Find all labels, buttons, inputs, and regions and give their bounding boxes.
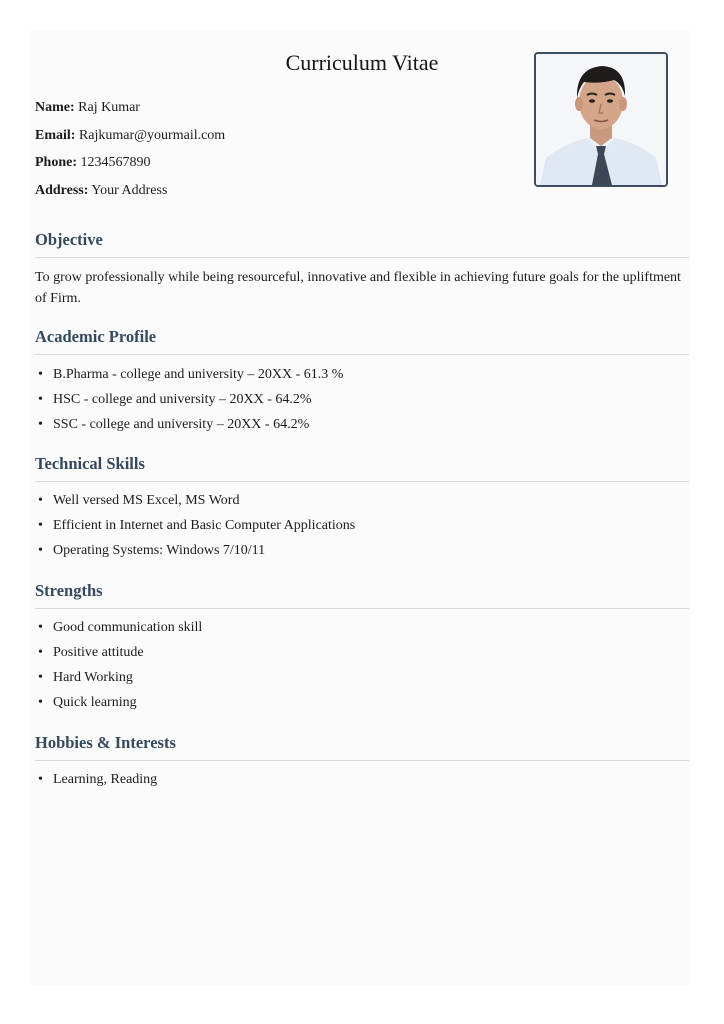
academic-divider	[35, 354, 689, 355]
email-value: Rajkumar@yourmail.com	[78, 128, 226, 143]
phone-value: 1234567890	[80, 155, 151, 170]
list-item: • SSC - college and university – 20XX - 64.2%	[38, 417, 310, 432]
list-item: • Learning, Reading	[38, 772, 158, 787]
name-label: Name:	[35, 100, 75, 115]
list-item: • Good communication skill	[38, 620, 203, 635]
hobbies-heading: Hobbies & Interests	[35, 733, 176, 752]
objective-heading: Objective	[35, 230, 103, 249]
list-item: • Efficient in Internet and Basic Computer Applications	[38, 518, 356, 533]
list-item: • Quick learning	[38, 695, 137, 710]
page-title: Curriculum Vitae	[285, 50, 439, 75]
strengths-divider	[35, 608, 689, 609]
academic-heading: Academic Profile	[35, 327, 157, 346]
profile-photo	[534, 52, 668, 187]
email-label: Email:	[35, 128, 76, 143]
name-value: Raj Kumar	[78, 100, 140, 115]
skills-heading: Technical Skills	[35, 454, 145, 473]
skills-divider	[35, 481, 689, 482]
objective-divider	[35, 257, 689, 258]
list-item: • HSC - college and university – 20XX - 64.2%	[38, 392, 312, 407]
address-line	[35, 182, 167, 200]
phone-line	[35, 154, 151, 172]
hobbies-list	[38, 771, 157, 796]
phone-label: Phone:	[35, 155, 77, 170]
academic-list	[38, 366, 343, 441]
list-item: • Well versed MS Excel, MS Word	[38, 493, 240, 508]
hobbies-divider	[35, 760, 689, 761]
name-line	[35, 99, 140, 117]
person-portrait-icon	[536, 54, 666, 185]
list-item: • Operating Systems: Windows 7/10/11	[38, 543, 266, 558]
address-label: Address:	[35, 183, 89, 198]
address-value: Your Address	[91, 183, 168, 198]
objective-text: To grow professionally while being resourceful, innovative and flexible in achieving future goals for the upliftment of Firm.	[35, 270, 681, 306]
skills-list	[38, 492, 355, 567]
strengths-list	[38, 619, 202, 719]
strengths-heading: Strengths	[35, 581, 103, 600]
list-item: • B.Pharma - college and university – 20XX - 61.3 %	[38, 367, 344, 382]
list-item: • Positive attitude	[38, 645, 144, 660]
email-line	[35, 127, 225, 145]
list-item: • Hard Working	[38, 670, 133, 685]
